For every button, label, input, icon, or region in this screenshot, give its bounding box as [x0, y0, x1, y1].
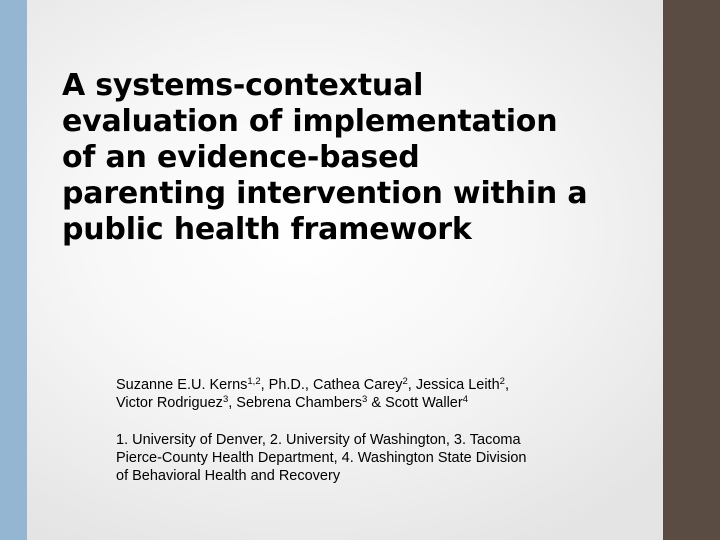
affiliation-line: 1. University of Denver, 2. University of Washington, 3. Tacoma	[116, 432, 521, 448]
author-line-1	[116, 376, 656, 394]
author-affiliation-sup: 3	[362, 394, 368, 405]
author-name: Victor Rodriguez	[116, 395, 223, 411]
title-line: A systems-contextual	[62, 68, 424, 103]
author-name: Suzanne E.U. Kerns	[116, 377, 248, 393]
affiliation-line: of Behavioral Health and Recovery	[116, 468, 341, 484]
author-affiliation-sup: 2	[499, 376, 505, 387]
author-name: Jessica Leith	[415, 377, 500, 393]
author-line-2	[116, 394, 656, 412]
author-list	[116, 376, 656, 412]
affiliation-line: Pierce-County Health Department, 4. Washington State Division	[116, 450, 527, 466]
author-name: Scott Waller	[385, 395, 463, 411]
title-line: public health framework	[62, 212, 472, 247]
author-affiliation-sup: 3	[222, 394, 229, 405]
author-separator: ,	[407, 377, 416, 393]
title-line: of an evidence-based	[62, 140, 420, 175]
author-name: Cathea Carey	[313, 377, 403, 393]
right-accent-bar	[663, 0, 720, 540]
left-accent-bar	[0, 0, 27, 540]
affiliation-list	[116, 431, 656, 485]
author-degree: , Ph.D.,	[260, 377, 313, 393]
author-affiliation-sup: 1,2	[247, 376, 261, 387]
author-name: Sebrena Chambers	[236, 395, 363, 411]
author-separator: ,	[504, 377, 509, 393]
slide-title	[62, 68, 662, 248]
author-separator: &	[367, 395, 386, 411]
author-separator: ,	[228, 395, 237, 411]
author-affiliation-sup: 4	[462, 394, 468, 405]
title-line: parenting intervention within a	[62, 176, 588, 211]
author-affiliation-sup: 2	[402, 376, 408, 387]
title-line: evaluation of implementation	[62, 104, 558, 139]
